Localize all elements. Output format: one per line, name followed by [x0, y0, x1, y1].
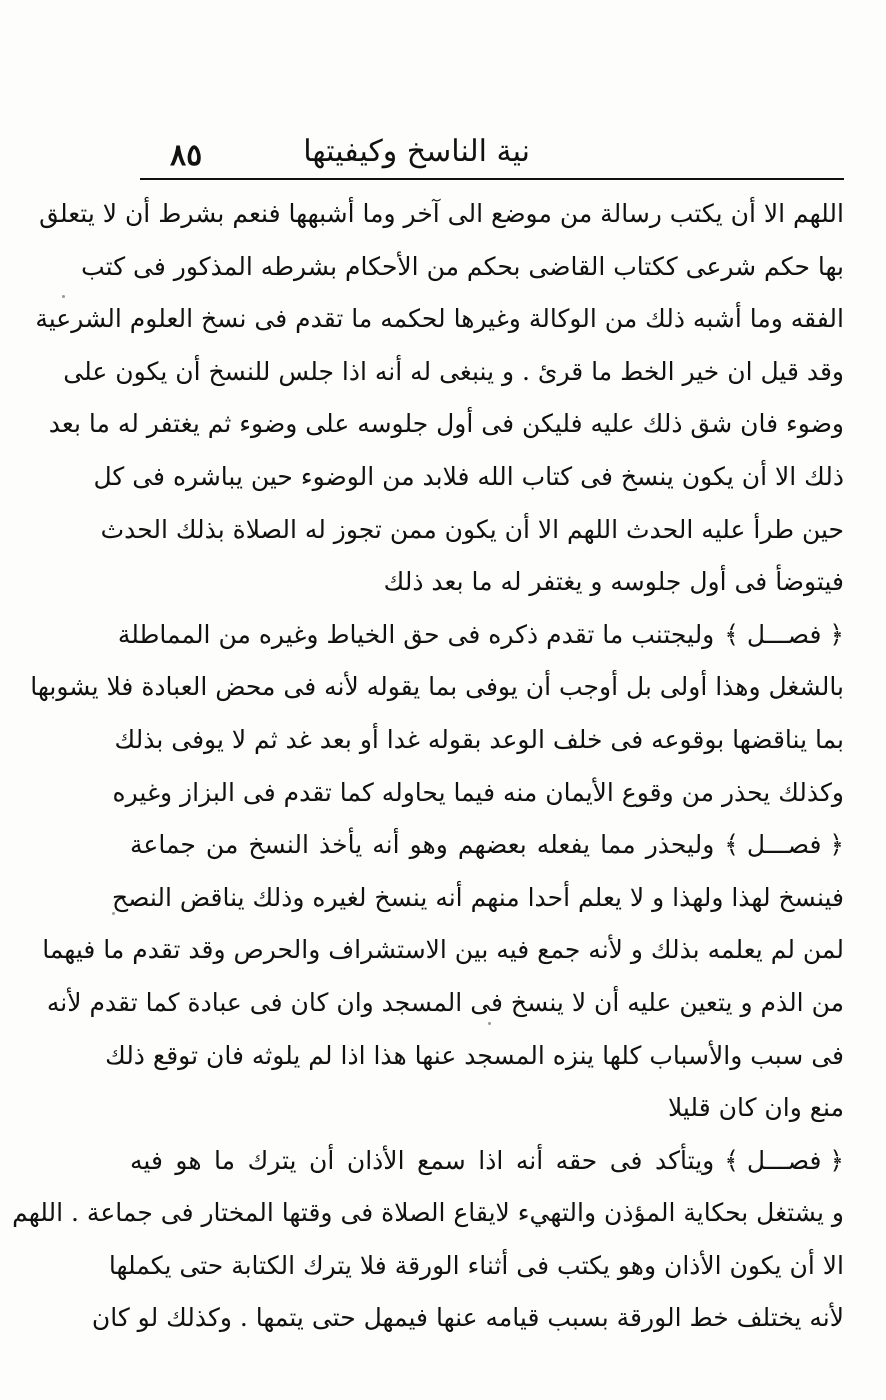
- section-line: [130, 1135, 844, 1188]
- text-line: لمن لم يعلمه بذلك و لأنه جمع فيه بين الاستشراف والحرص وقد تقدم ما فيهما: [42, 935, 844, 965]
- text-line: بالشغل وهذا أولى بل أوجب أن يوفى بما يقوله لأنه فى محض العبادة فلا يشوبها: [30, 672, 844, 702]
- section-heading: ﴿ فصـــل ﴾: [724, 619, 844, 649]
- section-line: [117, 609, 844, 662]
- text-line: وكذلك يحذر من وقوع الأيمان منه فيما يحاوله كما تقدم فى البزاز وغيره: [112, 777, 844, 807]
- section-line: [130, 819, 844, 872]
- scan-speck: [112, 912, 115, 915]
- text-line: ويتأكد فى حقه أنه اذا سمع الأذان أن يترك ما هو فيه: [130, 1145, 715, 1175]
- header-rule: [140, 178, 844, 180]
- page-header: [140, 128, 840, 178]
- text-line: و يشتغل بحكاية المؤذن والتهيء لايقاع الصلاة فى وقتها المختار فى جماعة . اللهم: [12, 1198, 844, 1228]
- text-line: من الذم و يتعين عليه أن لا ينسخ فى المسجد وان كان فى عبادة كما تقدم لأنه: [46, 987, 844, 1017]
- text-line: وليجتنب ما تقدم ذكره فى حق الخياط وغيره من المماطلة: [117, 619, 715, 649]
- text-line: ذلك الا أن يكون ينسخ فى كتاب الله فلابد من الوضوء حين يباشره فى كل: [93, 461, 844, 491]
- text-line: وضوء فان شق ذلك عليه فليكن فى أول جلوسه على وضوء ثم يغتفر له ما بعد: [48, 409, 844, 439]
- text-line: منع وان كان قليلا: [667, 1093, 844, 1123]
- text-line: الفقه وما أشبه ذلك من الوكالة وغيرها لحكمه ما تقدم فى نسخ العلوم الشرعية: [35, 304, 844, 334]
- text-line: اللهم الا أن يكتب رسالة من موضع الى آخر وما أشبهها فنعم بشرط أن لا يتعلق: [39, 199, 844, 228]
- body-text: [12, 188, 844, 1345]
- scan-speck: [62, 295, 65, 298]
- text-line: بما يناقضها بوقوعه فى خلف الوعد بقوله غدا أو بعد غد ثم لا يوفى بذلك: [114, 724, 844, 754]
- section-heading: ﴿ فصـــل ﴾: [724, 830, 844, 860]
- text-line: وليحذر مما يفعله بعضهم وهو أنه يأخذ النسخ من جماعة: [130, 830, 715, 860]
- text-line: وقد قيل ان خير الخط ما قرئ . و ينبغى له أنه اذا جلس للنسخ أن يكون على: [63, 356, 844, 386]
- text-line: حين طرأ عليه الحدث اللهم الا أن يكون ممن تجوز له الصلاة بذلك الحدث: [100, 514, 844, 544]
- scan-speck: [488, 1022, 491, 1025]
- section-heading: ﴿ فصـــل ﴾: [724, 1145, 844, 1175]
- page-number: ٨٥: [170, 138, 203, 173]
- running-title: نية الناسخ وكيفيتها: [303, 134, 530, 169]
- text-line: فينسخ لهذا ولهذا و لا يعلم أحدا منهم أنه ينسخ لغيره وذلك يناقض النصح: [112, 882, 844, 912]
- text-line: الا أن يكون الأذان وهو يكتب فى أثناء الورقة فلا يترك الكتابة حتى يكملها: [108, 1250, 844, 1280]
- text-line: بها حكم شرعى ككتاب القاضى بحكم من الأحكام بشرطه المذكور فى كتب: [81, 251, 844, 281]
- text-line: لأنه يختلف خط الورقة بسبب قيامه عنها فيمهل حتى يتمها . وكذلك لو كان: [91, 1303, 844, 1333]
- text-line: فى سبب والأسباب كلها ينزه المسجد عنها هذا اذا لم يلوثه فان توقع ذلك: [105, 1040, 844, 1070]
- text-line: فيتوضأ فى أول جلوسه و يغتفر له ما بعد ذلك: [383, 567, 844, 597]
